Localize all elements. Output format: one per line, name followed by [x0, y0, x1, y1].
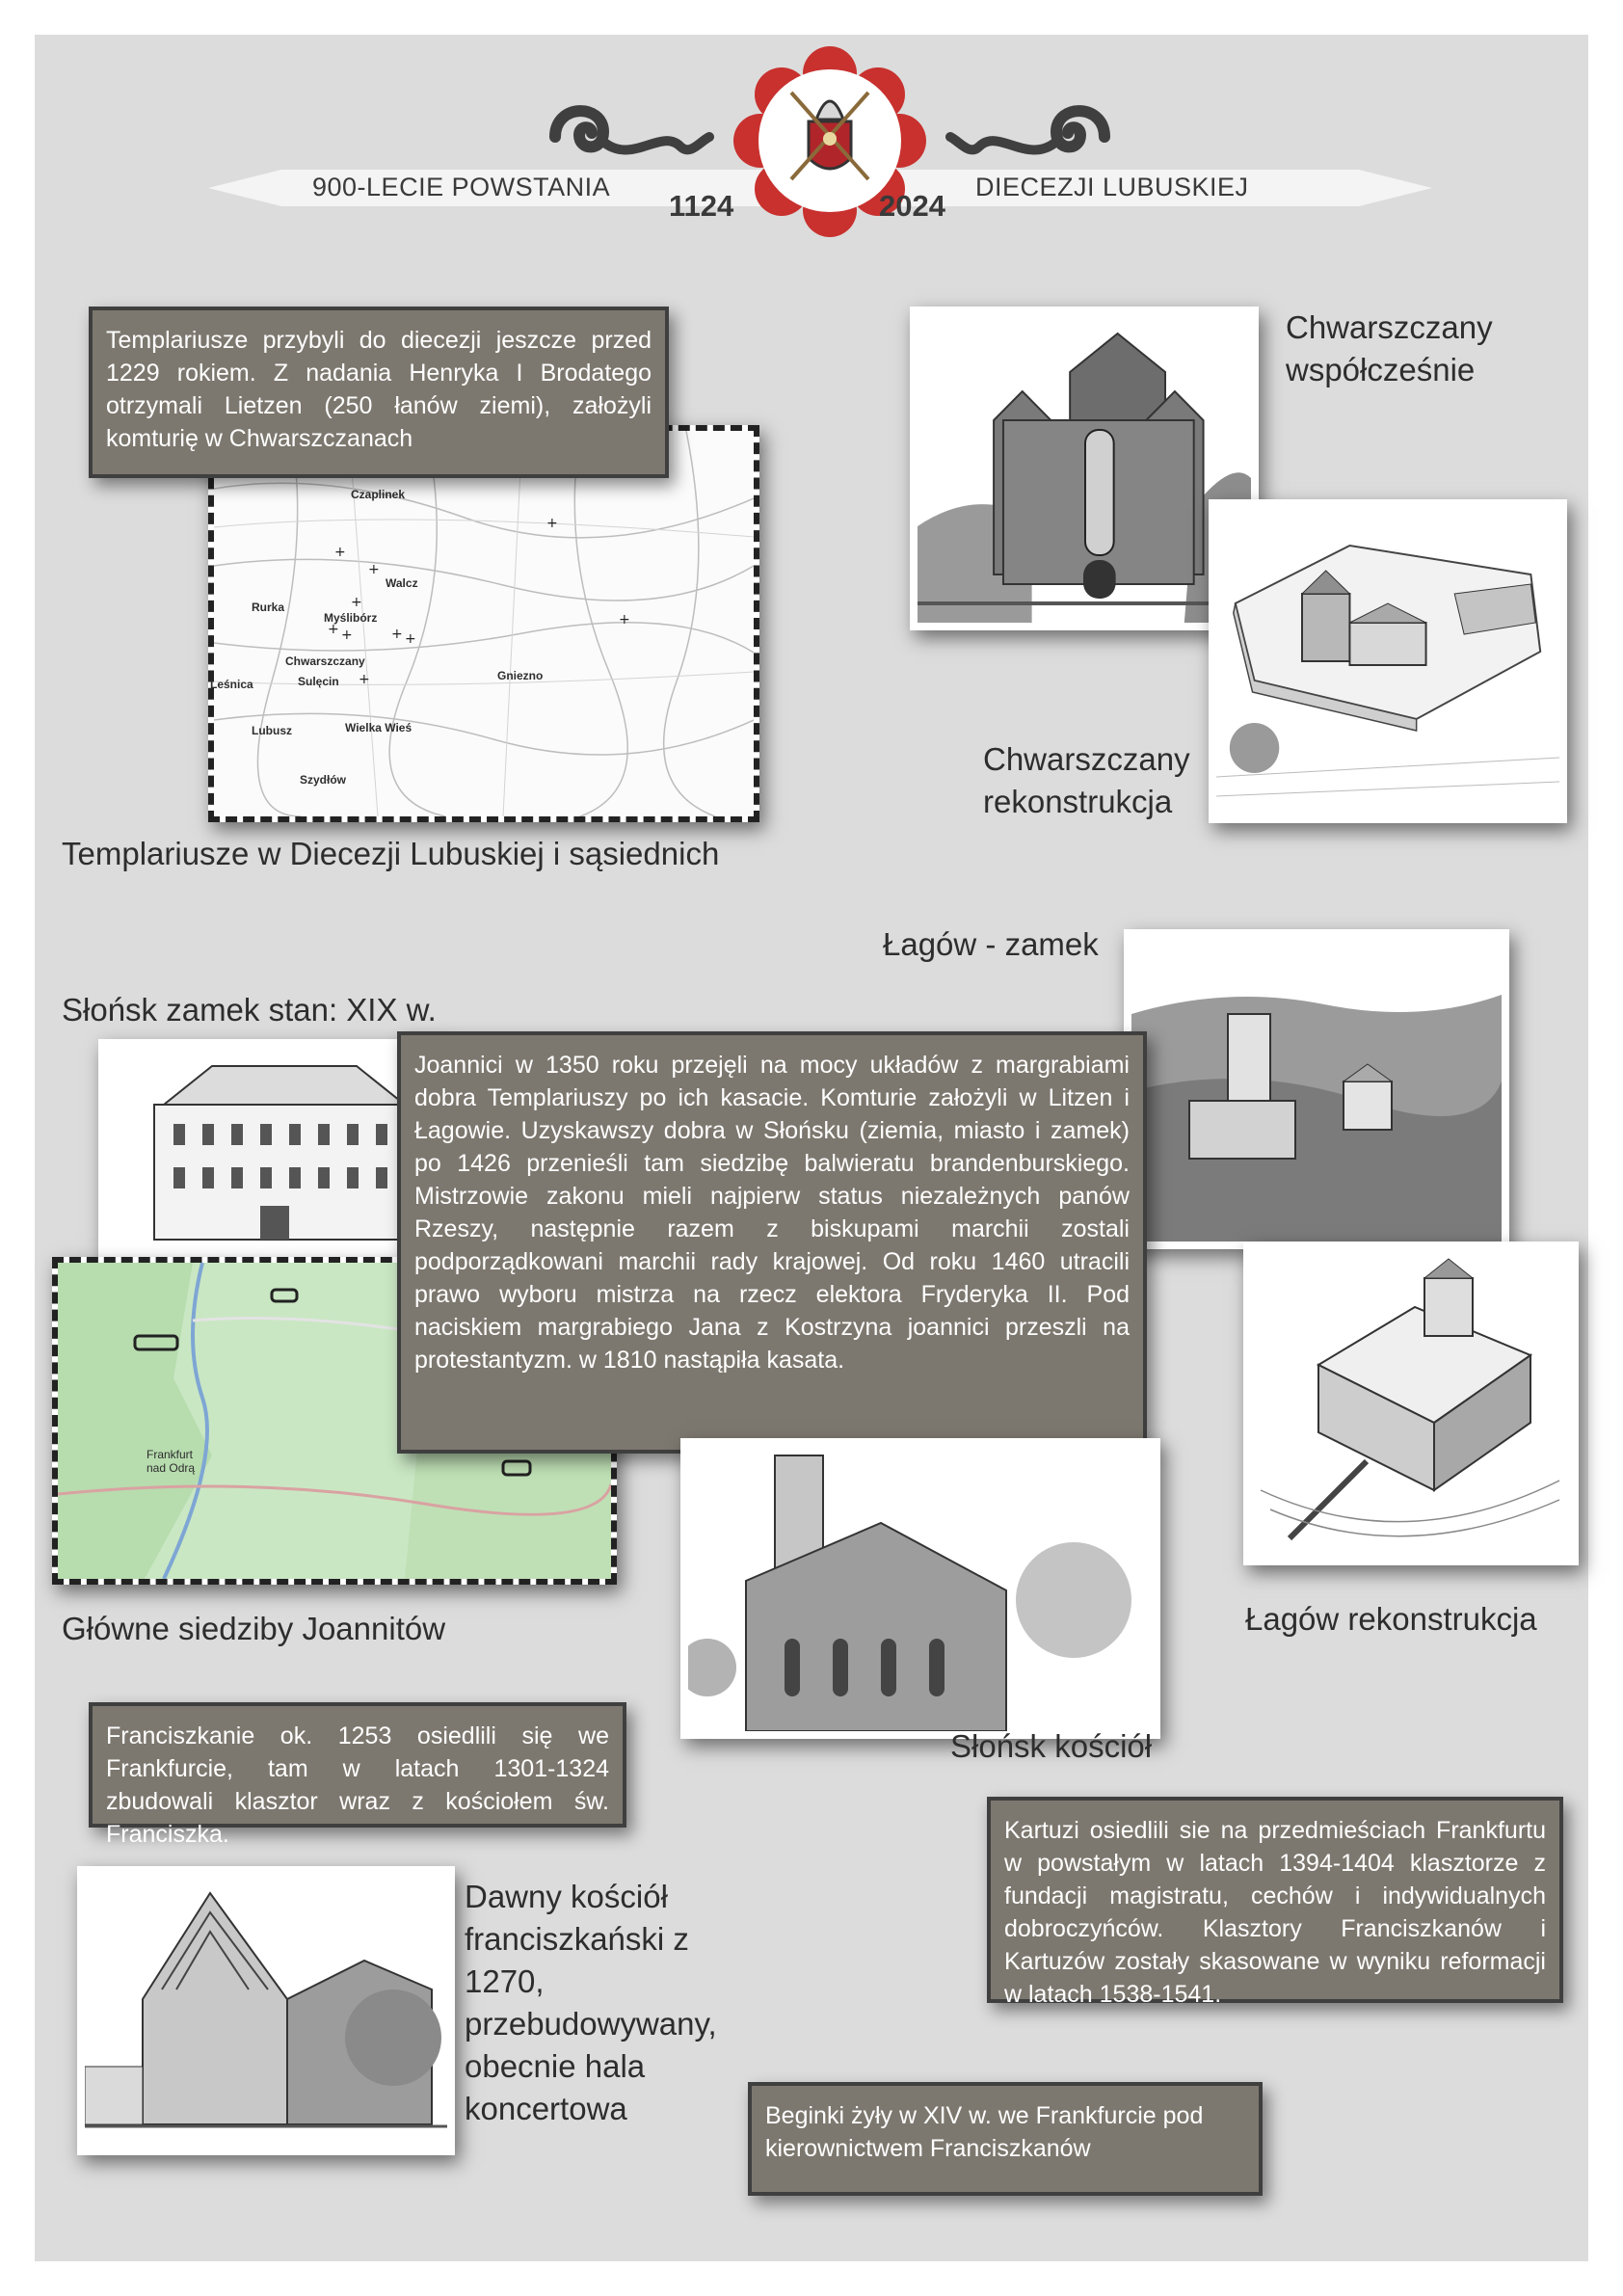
map-label-chwarszczany: Chwarszczany	[285, 654, 365, 668]
svg-text:+: +	[368, 562, 380, 577]
map-label-rurka: Rurka	[252, 601, 285, 614]
right-scroll-ornament-icon	[941, 89, 1124, 185]
carthusians-text-box: Kartuzi osiedlili sie na przedmieściach Frankfurtu w powstałym w latach 1394-1404 klasztorze z fundacji magistratu, cechów i indywidualnych dobroczyńców. Klasztory Franciszkanów i Kartuzów zostały skasowane w wyniku reformacji w latach 1538-1541.	[987, 1797, 1563, 2003]
header-right-text: DIECEZJI LUBUSKIEJ	[975, 173, 1249, 201]
chwarszczany-reconstruction-image	[1209, 499, 1567, 823]
slonsk-church-caption: Słońsk kościół	[950, 1728, 1153, 1764]
svg-text:+: +	[328, 622, 339, 637]
templar-map-image	[208, 425, 759, 822]
map-label-wielka-wies: Wielka Wieś	[345, 721, 412, 734]
left-scroll-ornament-icon	[536, 89, 719, 185]
chwarszczany-reconstruction-caption: Chwarszczany rekonstrukcja	[983, 741, 1190, 819]
svg-text:+: +	[334, 545, 346, 560]
map-label-szydlow: Szydłów	[300, 773, 347, 787]
svg-text:+: +	[546, 516, 558, 531]
map-label-walcz: Walcz	[386, 576, 418, 590]
header-year-start: 1124	[669, 189, 734, 223]
header-left-text: 900-LECIE POWSTANIA	[312, 173, 611, 201]
templar-text-box: Templariusze przybyli do diecezji jeszcze przed 1229 rokiem. Z nadania Henryka I Brodatego otrzymali Lietzen (250 łanów ziemi), założyli komturię w Chwarszczanach	[89, 307, 669, 478]
poster	[35, 35, 1588, 2261]
slonsk-castle-caption: Słońsk zamek stan: XIX w.	[62, 992, 437, 1028]
svg-text:+: +	[351, 595, 362, 610]
svg-text:+: +	[391, 627, 403, 642]
franciscan-church-image	[77, 1866, 455, 2155]
templar-map-caption: Templariusze w Diecezji Lubuskiej i sąsiednich	[62, 836, 720, 871]
map-label-lesnica: Leśnica	[210, 678, 253, 691]
lagow-castle-caption: Łagów - zamek	[883, 926, 1099, 962]
lagow-reconstruction-caption: Łagów rekonstrukcja	[1245, 1601, 1537, 1637]
joannici-text-box: Joannici w 1350 roku przejęli na mocy układów z margrabiami dobra Templariuszy po ich kasacie. Komturie założyli w Litzen i Łagowie. Uzyskawszy dobra w Słońsku (ziemia, miasto i zamek) po 1426 przenieśli tam siedzibę balwieratu brandenburskiego. Mistrzowie zakonu mieli najpierw status niezależnych panów Rzeszy, następnie razem z biskupami marchii zostali podporządkowani marchii rady krajowej. Od roku 1460 utracili prawo wyboru mistrza na rzecz elektora Fryderyka II. Pod naciskiem margrabiego Jana z Kostrzyna joannici przeszli na protestantyzm. w 1810 nastąpiła kasata.	[397, 1031, 1147, 1454]
map-label-frankfurt: Frankfurt nad Odrą	[146, 1448, 196, 1475]
joannici-map-caption: Główne siedziby Joannitów	[62, 1611, 446, 1646]
slonsk-castle-image	[98, 1039, 447, 1263]
map-label-gniezno: Gniezno	[497, 669, 544, 682]
svg-text:+: +	[619, 612, 630, 627]
map-label-czaplinek: Czaplinek	[351, 488, 406, 501]
svg-text:+: +	[359, 672, 370, 687]
chwarszczany-now-caption: Chwarszczany współcześnie	[1286, 309, 1493, 387]
franciscans-text-box: Franciszkanie ok. 1253 osiedlili się we Frankfurcie, tam w latach 1301-1324 zbudowali klasztor wraz z kościołem św. Franciszka.	[89, 1702, 626, 1828]
map-label-lubusz: Lubusz	[252, 724, 292, 737]
slonsk-church-image	[680, 1438, 1160, 1739]
header-year-end: 2024	[879, 189, 945, 223]
svg-text:+: +	[341, 627, 353, 643]
svg-text:+: +	[405, 631, 416, 647]
map-label-mysliborz: Myślibórz	[324, 611, 378, 625]
map-label-sulecin: Sulęcin	[298, 675, 339, 688]
chwarszczany-now-image	[910, 307, 1259, 630]
franciscan-church-caption: Dawny kościół franciszkański z 1270, przebudowywany, obecnie hala koncertowa	[465, 1879, 717, 2126]
lagow-castle-image	[1124, 929, 1509, 1249]
lagow-reconstruction-image	[1243, 1241, 1579, 1565]
beguines-text-box: Beginki żyły w XIV w. we Frankfurcie pod kierownictwem Franciszkanów	[748, 2082, 1263, 2196]
